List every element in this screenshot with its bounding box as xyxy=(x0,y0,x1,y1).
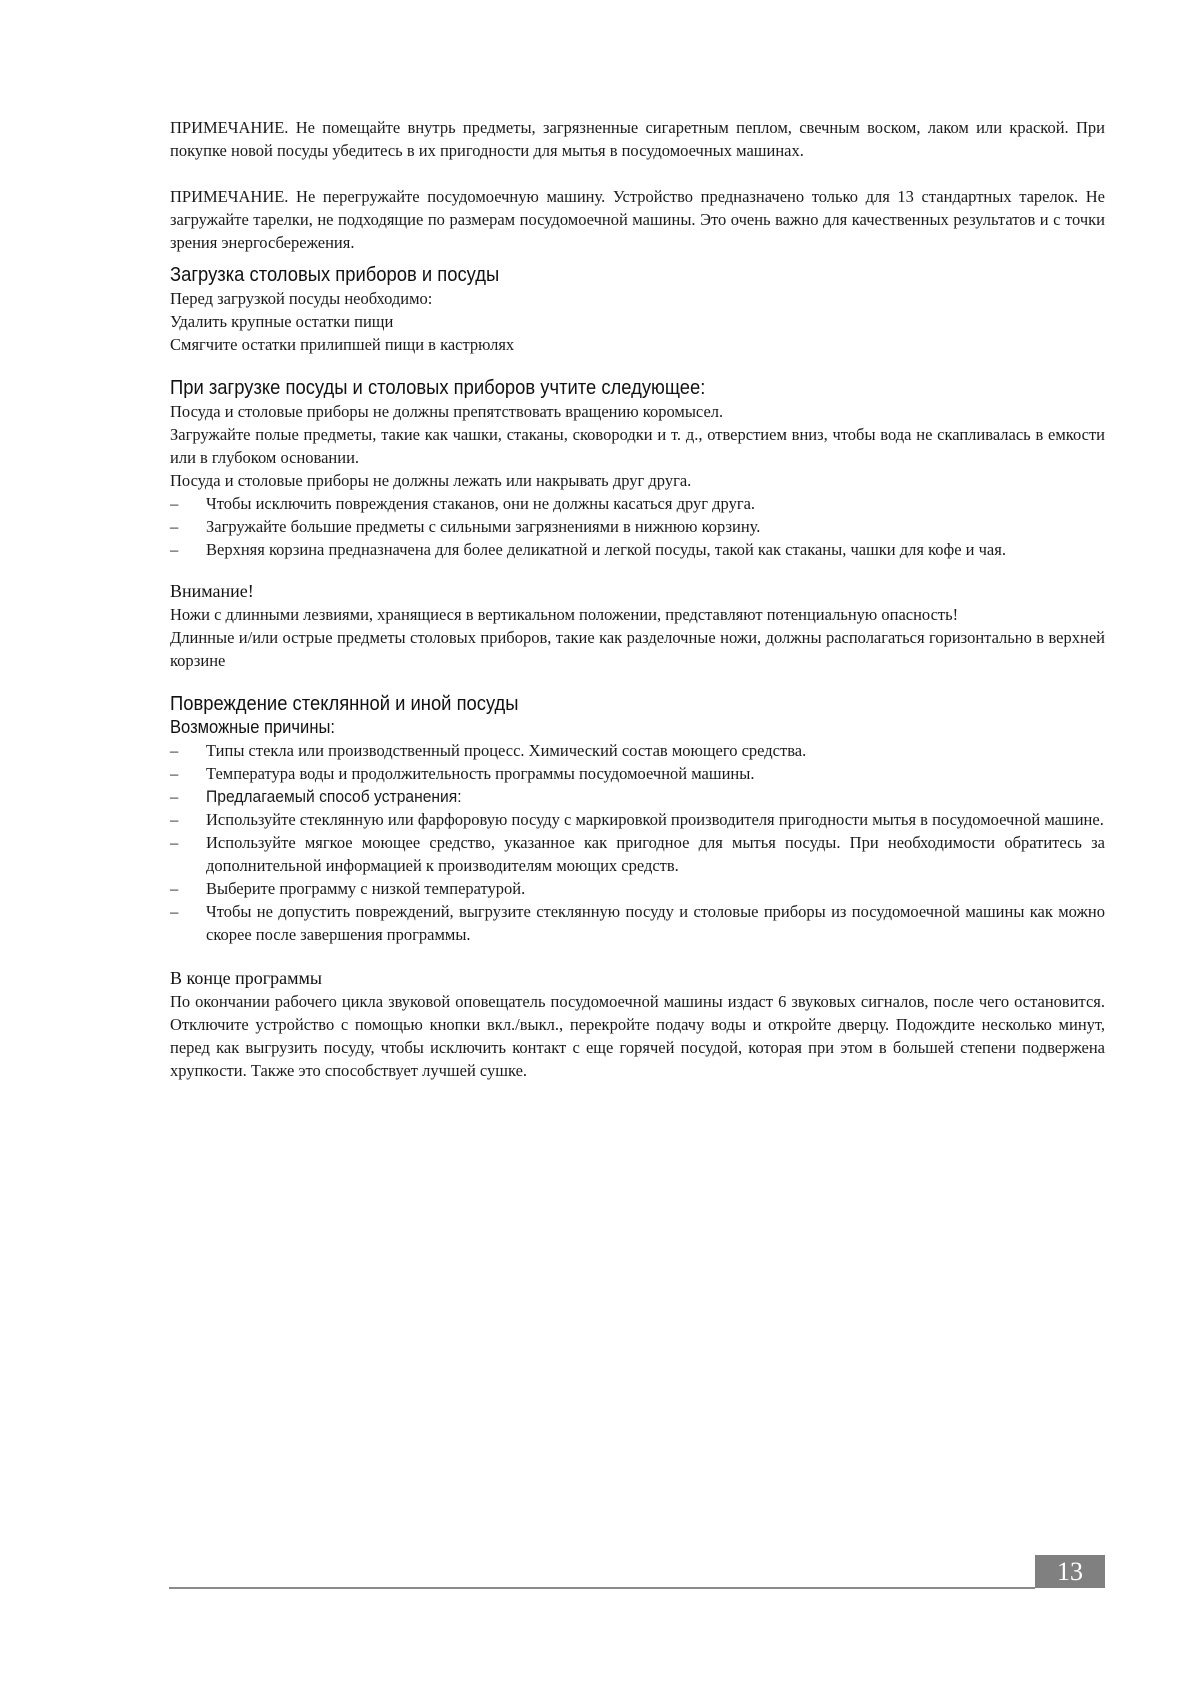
list-item: – Используйте мягкое моющее средство, указанное как пригодное для мытья посуды. При необходимости обратитесь за дополнительной информацией к производителям моющих средств. xyxy=(170,833,1105,875)
section-end-of-program xyxy=(170,967,1105,1082)
section-heading: При загрузке посуды и столовых приборов учтите следующее: xyxy=(170,377,706,399)
list-item: – Чтобы исключить повреждения стаканов, они не должны касаться друг друга. xyxy=(170,494,756,513)
list-item: – Верхняя корзина предназначена для более деликатной и легкой посуды, такой как стаканы, чашки для кофе и чая. xyxy=(170,540,1006,559)
document-page xyxy=(170,116,1105,1082)
list-item: – Используйте стеклянную или фарфоровую посуду с маркировкой производителя пригодности мытья в посудомоечной машине. xyxy=(170,810,1104,829)
paragraph: Загружайте полые предметы, такие как чашки, стаканы, сковородки и т. д., отверстием вниз, чтобы вода не скапливалась в емкости или в глубоком основании. xyxy=(170,425,1105,467)
paragraph: По окончании рабочего цикла звуковой оповещатель посудомоечной машины издаст 6 звуковых сигналов, после чего остановится. Отключите устройство с помощью кнопки вкл./выкл., перекройте подачу воды и откройте дверцу. Подождите несколько минут, перед как выгрузить посуду, чтобы исключить контакт с еще горячей посудой, которая при этом в большей степени подвержена хрупкости. Также это способствует лучшей сушке. xyxy=(170,992,1105,1080)
list-item: – Типы стекла или производственный процесс. Химический состав моющего средства. xyxy=(170,741,807,760)
paragraph: Посуда и столовые приборы не должны лежать или накрывать друг друга. xyxy=(170,471,692,490)
note-paragraph: ПРИМЕЧАНИЕ. Не помещайте внутрь предметы, загрязненные сигаретным пеплом, свечным воском, лаком или краской. При покупке новой посуды убедитесь в их пригодности для мытья в посудомоечных машинах. xyxy=(170,118,1105,160)
bullet-list xyxy=(170,739,1105,946)
section-heading: В конце программы xyxy=(170,968,322,988)
paragraph: Длинные и/или острые предметы столовых приборов, такие как разделочные ножи, должны располагаться горизонтально в верхней корзине xyxy=(170,628,1105,670)
dash-bullet: – xyxy=(170,833,179,852)
dash-bullet: – xyxy=(170,494,179,513)
list-item-remedy-heading: – Предлагаемый способ устранения: xyxy=(170,787,462,806)
list-item: – Чтобы не допустить повреждений, выгрузите стеклянную посуду и столовые приборы из посудомоечной машины как можно скорее после завершения программы. xyxy=(170,902,1105,944)
dash-bullet: – xyxy=(170,879,179,898)
section-heading: Загрузка столовых приборов и посуды xyxy=(170,264,500,286)
paragraph: Посуда и столовые приборы не должны препятствовать вращению коромысел. xyxy=(170,402,724,421)
note-paragraph: ПРИМЕЧАНИЕ. Не перегружайте посудомоечную машину. Устройство предназначено только для 13 стандартных тарелок. Не загружайте тарелки, не подходящие по размерам посудомоечной машины. Это очень важно для качественных результатов и с точки зрения энергосбережения. xyxy=(170,187,1105,252)
paragraph: Перед загрузкой посуды необходимо: xyxy=(170,289,433,308)
dash-bullet: – xyxy=(170,540,179,559)
warning-heading: Внимание! xyxy=(170,581,254,601)
dash-bullet: – xyxy=(170,810,179,829)
dash-bullet: – xyxy=(170,741,179,760)
list-item: – Температура воды и продолжительность программы посудомоечной машины. xyxy=(170,764,755,783)
paragraph: Удалить крупные остатки пищи xyxy=(170,312,394,331)
section-damage xyxy=(170,692,1105,946)
list-item: – Загружайте большие предметы с сильными загрязнениями в нижнюю корзину. xyxy=(170,517,761,536)
dash-bullet: – xyxy=(170,902,179,921)
list-item: – Выберите программу с низкой температурой. xyxy=(170,879,526,898)
section-consider xyxy=(170,376,1105,561)
dash-bullet: – xyxy=(170,787,179,806)
footer-divider xyxy=(169,1587,1035,1589)
paragraph: Смягчите остатки прилипшей пищи в кастрюлях xyxy=(170,335,515,354)
dash-bullet: – xyxy=(170,764,179,783)
paragraph: Ножи с длинными лезвиями, хранящиеся в вертикальном положении, представляют потенциальную опасность! xyxy=(170,605,959,624)
section-warning xyxy=(170,580,1105,672)
page-number: 13 xyxy=(1035,1555,1105,1588)
section-loading xyxy=(170,263,1105,356)
dash-bullet: – xyxy=(170,517,179,536)
section-heading: Повреждение стеклянной и иной посуды xyxy=(170,693,519,715)
bullet-list xyxy=(170,492,1105,561)
subheading: Возможные причины: xyxy=(170,717,335,737)
